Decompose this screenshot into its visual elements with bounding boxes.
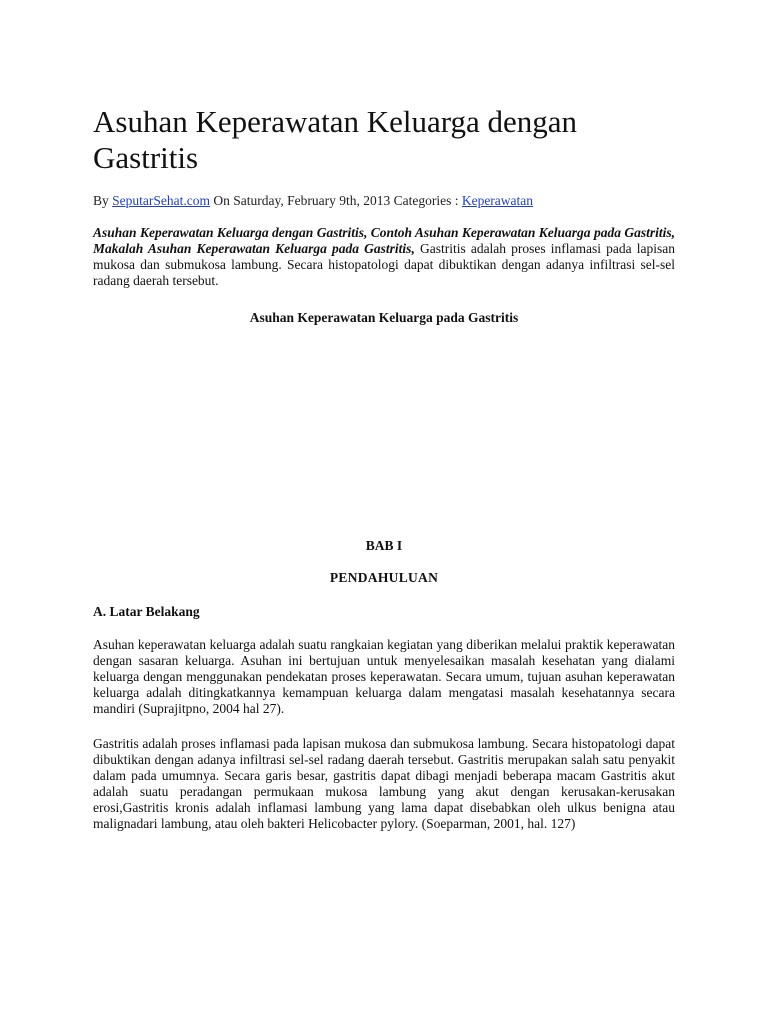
intro-lead: Asuhan Keperawatan Keluarga dengan Gastritis, Contoh Asuhan Keperawatan Keluarga pada Gastritis, Makalah Asuhan Keperawatan Keluarga pada Gastritis,: [93, 225, 675, 256]
chapter-number: BAB I: [365, 538, 403, 553]
intro-paragraph: [93, 225, 675, 289]
intro-text: Gastritis adalah proses inflamasi pada lapisan mukosa dan submukosa lambung. Secara histopatologi dapat dibuktikan dengan adanya infiltrasi sel-sel radang daerah tersebut.: [93, 241, 675, 288]
section-heading: A. Latar Belakang: [93, 604, 200, 619]
body-paragraph: Asuhan keperawatan keluarga adalah suatu rangkaian kegiatan yang diberikan melalui praktik keperawatan dengan sasaran keluarga. Asuhan ini bertujuan untuk menyelesaikan masalah kesehatan yang dialami keluarga dengan menggunakan pendekatan proses keperawatan. Secara umum, tujuan asuhan keperawatan keluarga adalah ditingkatkannya kemampuan keluarga dalam mengatasi masalah kesehatannya secara mandiri (Suprajitpno, 2004 hal 27).: [93, 637, 675, 716]
chapter-title: PENDAHULUAN: [329, 570, 439, 585]
body-paragraph: Gastritis adalah proses inflamasi pada lapisan mukosa dan submukosa lambung. Secara histopatologi dapat dibuktikan dengan adanya infiltrasi sel-sel radang daerah tersebut. Gastritis merupakan salah satu penyakit dalam pada umumnya. Secara garis besar, gastritis dapat dibagi menjadi beberapa macam Gastritis akut adalah suatu peradangan permukaan mukosa lambung yang akut dengan kerusakan-kerusakan erosi,Gastritis kronis adalah inflamasi lambung yang lama dapat disebabkan oleh ulkus benigna atau malignadari lambung, atau oleh bakteri Helicobacter pylory. (Soeparman, 2001, hal. 127): [93, 736, 675, 831]
category-link[interactable]: Keperawatan: [461, 193, 534, 208]
byline-by: By: [93, 193, 113, 208]
article-title: Asuhan Keperawatan Keluarga dengan Gastritis: [93, 104, 578, 175]
byline: [93, 193, 675, 209]
byline-date: On Saturday, February 9th, 2013 Categories :: [210, 193, 462, 208]
article-subtitle: Asuhan Keperawatan Keluarga pada Gastritis: [249, 310, 519, 325]
author-link[interactable]: SeputarSehat.com: [112, 193, 210, 208]
document-page: [93, 104, 675, 832]
